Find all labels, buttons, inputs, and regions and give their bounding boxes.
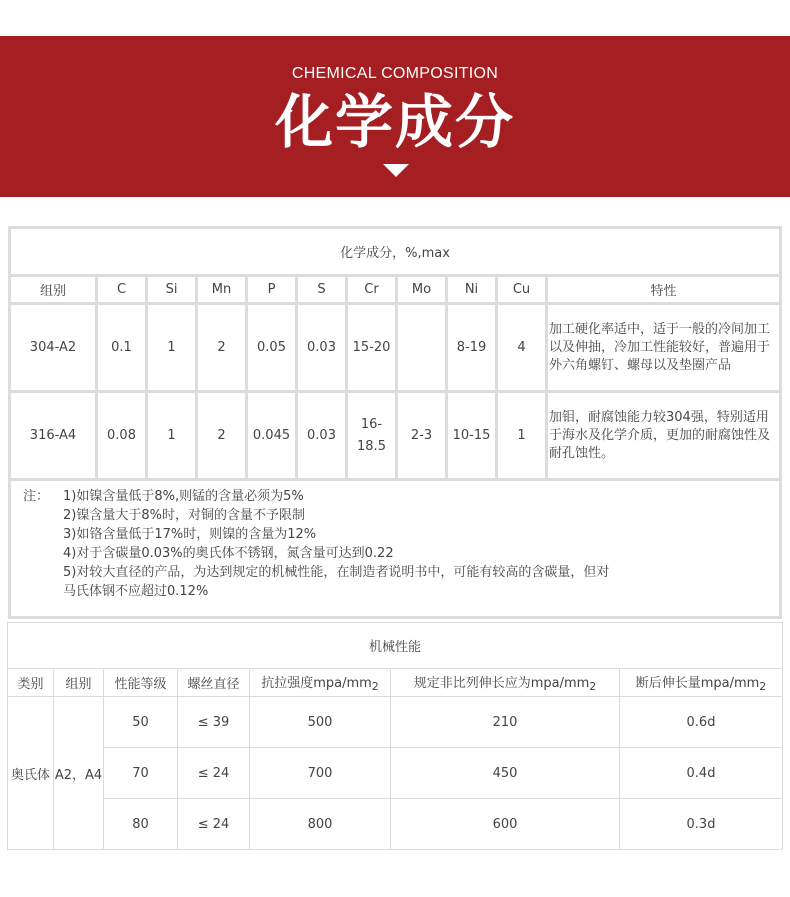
unit-subscript: 2: [371, 680, 379, 693]
table-title: 机械性能: [8, 623, 783, 669]
table-cell: 700: [250, 748, 391, 799]
table-cell: 4: [497, 304, 547, 392]
note-item: 3)如铬含量低于17%时，则镍的含量为12%: [63, 527, 317, 542]
chevron-down-icon: [383, 164, 409, 178]
property-cell: 加工硬化率适中，适于一般的冷间加工以及伸抽，冷加工性能较好，普遍用于外六角螺钉、螺母以及垫圈产品: [547, 304, 781, 392]
table-cell: 70: [104, 748, 178, 799]
table-cell: 2: [197, 392, 247, 480]
header-text: 断后伸长量mpa/mm: [635, 676, 760, 691]
table-cell: 210: [391, 697, 620, 748]
unit-subscript: 2: [759, 680, 767, 693]
banner-english-title: CHEMICAL COMPOSITION: [291, 65, 499, 82]
table-cell: 0.03: [297, 392, 347, 480]
notes-cell: [10, 480, 781, 618]
table-row: [10, 304, 781, 392]
table-cell: 450: [391, 748, 620, 799]
table-cell: 0.6d: [620, 697, 783, 748]
property-cell: 加钼，耐腐蚀能力较304强，特别适用于海水及化学介质，更加的耐腐蚀性及耐孔蚀性。: [547, 392, 781, 480]
header-cell: 组别: [10, 276, 97, 304]
header-cell: [250, 669, 391, 697]
table-cell: 800: [250, 799, 391, 850]
table-row: [10, 392, 781, 480]
header-cell: Mn: [197, 276, 247, 304]
table-cell: [397, 304, 447, 392]
table-cell: [347, 392, 397, 480]
cr-value-line: 18.5: [357, 438, 386, 454]
table-header-row: [10, 276, 781, 304]
table-header-row: [8, 669, 783, 697]
header-cell: P: [247, 276, 297, 304]
table-cell: 10-15: [447, 392, 497, 480]
table-cell: 0.1: [97, 304, 147, 392]
group-cell: A2，A4: [54, 697, 104, 850]
header-text: 抗拉强度mpa/mm: [261, 676, 372, 691]
table-cell: ≤ 24: [178, 799, 250, 850]
header-cell: S: [297, 276, 347, 304]
table-cell: 0.05: [247, 304, 297, 392]
unit-subscript: 2: [589, 680, 597, 693]
table-cell: ≤ 24: [178, 748, 250, 799]
table-cell: 304-A2: [10, 304, 97, 392]
mechanical-properties-table: [7, 622, 783, 850]
category-cell: 奥氏体: [8, 697, 54, 850]
header-cell: Ni: [447, 276, 497, 304]
table-cell: ≤ 39: [178, 697, 250, 748]
table-cell: 15-20: [347, 304, 397, 392]
cr-value-line: 16-: [360, 416, 383, 432]
table-cell: 2-3: [397, 392, 447, 480]
table-cell: 1: [147, 392, 197, 480]
table-cell: 80: [104, 799, 178, 850]
header-cell: [391, 669, 620, 697]
table-cell: 1: [497, 392, 547, 480]
table-row: [8, 697, 783, 748]
header-text: 规定非比列伸长应为mpa/mm: [413, 676, 590, 691]
table-cell: 0.4d: [620, 748, 783, 799]
table-cell: 0.03: [297, 304, 347, 392]
notes-label: 注：: [23, 489, 50, 504]
note-item: 1)如镍含量低于8%,则锰的含量必须为5%: [63, 489, 304, 504]
table-cell: 600: [391, 799, 620, 850]
table-title: 化学成分，%,max: [10, 228, 781, 276]
header-cell: Si: [147, 276, 197, 304]
header-cell: 性能等级: [104, 669, 178, 697]
banner-chinese-title: 化学成分: [274, 88, 515, 156]
header-cell: Mo: [397, 276, 447, 304]
note-item: 2)镍含量大于8%时，对铜的含量不予限制: [63, 508, 305, 523]
table-cell: 0.3d: [620, 799, 783, 850]
table-cell: 8-19: [447, 304, 497, 392]
table-cell: 316-A4: [10, 392, 97, 480]
table-cell: 500: [250, 697, 391, 748]
header-cell: C: [97, 276, 147, 304]
table-row: [8, 799, 783, 850]
table-cell: 0.08: [97, 392, 147, 480]
table-cell: 0.045: [247, 392, 297, 480]
note-item: 5)对较大直径的产品，为达到规定的机械性能，在制造者说明书中，可能有较高的含碳量，但对: [63, 565, 610, 580]
notes-list: [63, 487, 609, 601]
note-item: 4)对于含碳量0.03%的奥氏体不锈钢，氮含量可达到0.22: [63, 546, 394, 561]
header-cell: 组别: [54, 669, 104, 697]
table-cell: 50: [104, 697, 178, 748]
table-cell: 2: [197, 304, 247, 392]
chemical-composition-table: [8, 226, 782, 619]
header-cell: 类别: [8, 669, 54, 697]
header-banner: [0, 36, 790, 197]
header-cell: Cr: [347, 276, 397, 304]
table-cell: 1: [147, 304, 197, 392]
table-row: [8, 748, 783, 799]
header-cell: 特性: [547, 276, 781, 304]
header-cell: Cu: [497, 276, 547, 304]
header-cell: [620, 669, 783, 697]
note-item: 马氏体钢不应超过0.12%: [63, 584, 209, 599]
header-cell: 螺丝直径: [178, 669, 250, 697]
